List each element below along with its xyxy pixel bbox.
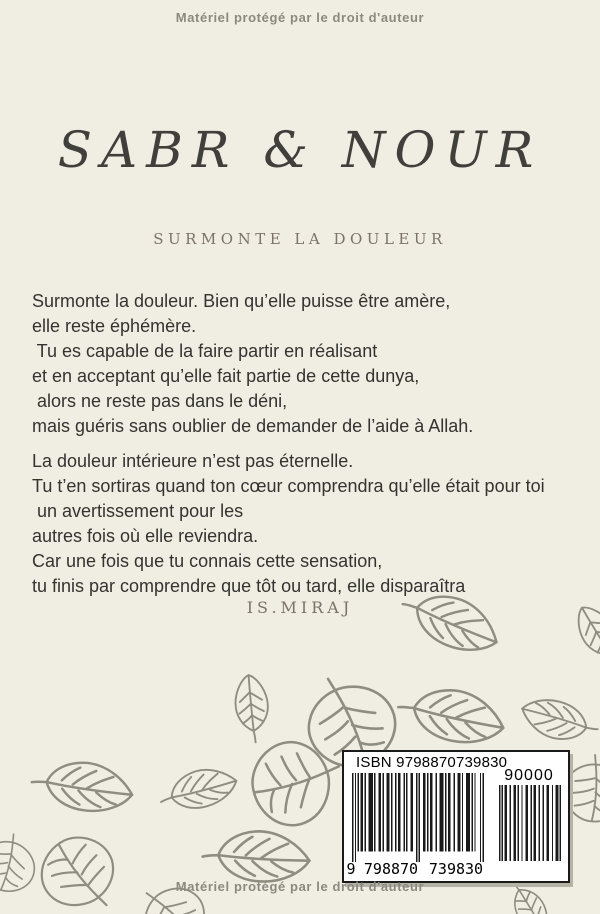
quote-line: autres fois où elle reviendra. xyxy=(32,526,259,546)
isbn-label: ISBN 9798870739830 xyxy=(356,754,508,771)
back-cover-quote xyxy=(32,289,545,599)
ean-digit-group: 739830 xyxy=(428,860,484,878)
ean-digit-group: 9 xyxy=(346,860,356,878)
quote-line: Tu es capable de la faire partir en réalisant xyxy=(32,341,378,361)
barcode-bars-icon xyxy=(352,773,484,862)
ean-digits xyxy=(344,860,494,878)
quote-line: tu finis par comprendre que tôt ou tard, elle disparaîtra xyxy=(32,576,466,596)
copyright-notice-top: Matériel protégé par le droit d'auteur xyxy=(175,10,425,25)
quote-line: Car une fois que tu connais cette sensation, xyxy=(32,551,383,571)
book-subtitle: SURMONTE LA DOULEUR xyxy=(153,230,447,248)
quote-paragraph-2 xyxy=(32,449,545,599)
book-title: SABR & NOUR xyxy=(57,121,543,179)
quote-line: elle reste éphémère. xyxy=(32,316,197,336)
ean-digit-group: 798870 xyxy=(363,860,419,878)
author-name: IS.MIRAJ xyxy=(246,598,354,617)
quote-line: un avertissement pour les xyxy=(32,501,244,521)
leaf-icon xyxy=(152,751,246,829)
price-code: 90000 xyxy=(504,767,554,784)
quote-line: mais guéris sans oublier de demander de l’aide à Allah. xyxy=(32,416,474,436)
quote-line: et en acceptant qu’elle fait partie de cette dunya, xyxy=(32,366,420,386)
quote-line: Surmonte la douleur. Bien qu’elle puisse être amère, xyxy=(32,291,451,311)
quote-line: La douleur intérieure n’est pas éternelle. xyxy=(32,451,354,471)
leaf-icon xyxy=(244,726,344,841)
barcode-addon-bars-icon xyxy=(499,785,561,861)
quote-line: alors ne reste pas dans le déni, xyxy=(32,391,288,411)
copyright-notice-bottom: Matériel protégé par le droit d'auteur xyxy=(175,879,425,894)
quote-paragraph-1 xyxy=(32,289,545,439)
barcode xyxy=(342,750,570,883)
quote-line: Tu t’en sortiras quand ton cœur comprendra qu’elle était pour toi xyxy=(32,476,545,496)
leaf-icon xyxy=(24,738,142,836)
